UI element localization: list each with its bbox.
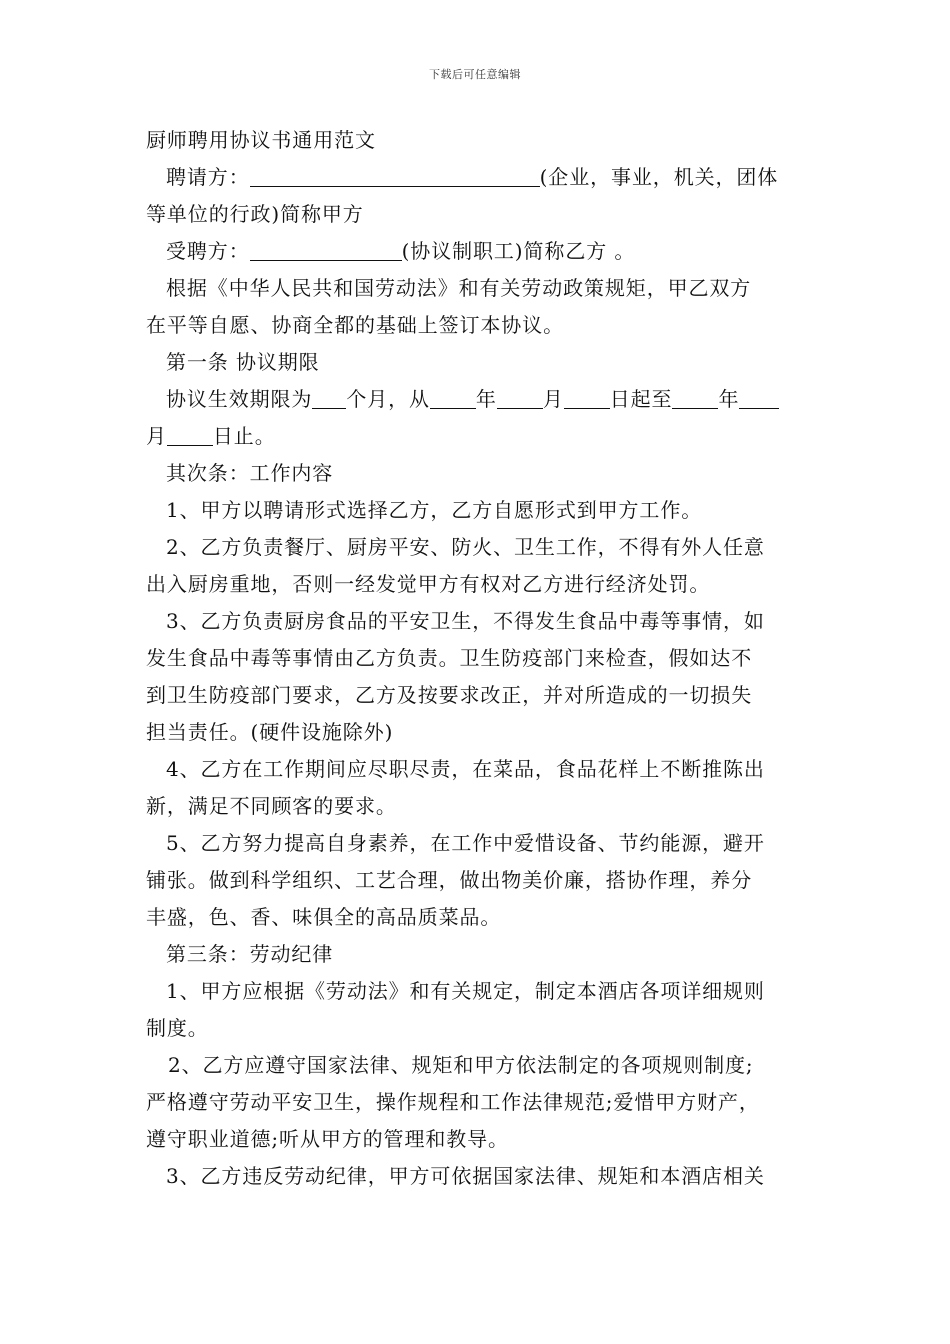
end-year-blank [672, 386, 718, 409]
employee-suffix: (协议制职工)简称乙方 。 [401, 239, 636, 263]
article-2-clause-2: 出入厨房重地，否则一经发觉甲方有权对乙方进行经济处罚。 [146, 572, 711, 596]
employer-suffix: (企业，事业，机关，团体 [539, 165, 779, 189]
article-2-clause-4: 4、乙方在工作期间应尽职尽责，在菜品，食品花样上不断推陈出 [166, 757, 765, 781]
term-text: 个月，从 [346, 387, 430, 411]
employer-label: 聘请方： [166, 165, 250, 189]
document-title: 厨师聘用协议书通用范文 [146, 128, 376, 152]
article-1-heading: 第一条 协议期限 [166, 350, 320, 374]
term-text: 日起至 [609, 387, 673, 411]
article-2-clause-3: 担当责任。(硬件设施除外) [146, 720, 394, 744]
article-3-clause-1: 制度。 [146, 1016, 209, 1040]
term-text: 日止。 [212, 424, 276, 448]
start-day-blank [564, 386, 610, 409]
document-body [146, 122, 810, 1195]
employer-line [146, 159, 810, 196]
article-2-clause-5: 5、乙方努力提高自身素养，在工作中爱惜设备、节约能源，避开 [166, 831, 765, 855]
article-2-clause-5: 丰盛，色、香、味俱全的高品质菜品。 [146, 905, 502, 929]
term-text: 年 [475, 387, 497, 411]
months-blank [312, 386, 346, 409]
term-text: 年 [718, 387, 740, 411]
article-2-clause-3: 到卫生防疫部门要求，乙方及按要求改正，并对所造成的一切损失 [146, 683, 753, 707]
article-3-clause-1: 1、甲方应根据《劳动法》和有关规定，制定本酒店各项详细规则 [166, 979, 765, 1003]
employer-blank [250, 164, 540, 187]
article-2-clause-3: 3、乙方负责厨房食品的平安卫生，不得发生食品中毒等事情，如 [166, 609, 765, 633]
end-month-blank [739, 386, 779, 409]
article-3-clause-3: 3、乙方违反劳动纪律，甲方可依据国家法律、规矩和本酒店相关 [166, 1164, 765, 1188]
employee-label: 受聘方： [166, 239, 250, 263]
preamble-line: 根据《中华人民共和国劳动法》和有关劳动政策规矩，甲乙双方 [166, 276, 752, 300]
article-3-clause-2: 2、乙方应遵守国家法律、规矩和甲方依法制定的各项规则制度; [168, 1053, 754, 1077]
start-year-blank [430, 386, 476, 409]
end-day-blank [167, 423, 213, 446]
article-2-heading: 其次条：工作内容 [166, 461, 334, 485]
article-3-clause-2: 遵守职业道德;听从甲方的管理和教导。 [146, 1127, 509, 1151]
term-text: 协议生效期限为 [166, 387, 313, 411]
article-2-clause-2: 2、乙方负责餐厅、厨房平安、防火、卫生工作，不得有外人任意 [166, 535, 765, 559]
article-2-clause-5: 铺张。做到科学组织、工艺合理，做出物美价廉，搭协作理，养分 [146, 868, 753, 892]
article-3-clause-2: 严格遵守劳动平安卫生，操作规程和工作法律规范;爱惜甲方财产， [146, 1090, 760, 1114]
article-3-heading: 第三条：劳动纪律 [166, 942, 334, 966]
article-2-clause-3: 发生食品中毒等事情由乙方负责。卫生防疫部门来检查，假如达不 [146, 646, 753, 670]
term-line [146, 381, 810, 418]
start-month-blank [497, 386, 543, 409]
preamble-line: 在平等自愿、协商全都的基础上签订本协议。 [146, 313, 564, 337]
employer-continuation: 等单位的行政)简称甲方 [146, 202, 364, 226]
term-text: 月 [542, 387, 564, 411]
employee-blank [250, 238, 402, 261]
article-2-clause-4: 新，满足不同顾客的要求。 [146, 794, 397, 818]
article-2-clause-1: 1、甲方以聘请形式选择乙方，乙方自愿形式到甲方工作。 [166, 498, 703, 522]
employee-line [146, 233, 810, 270]
page-header: 下载后可任意编辑 [429, 68, 521, 81]
term-line-continued [146, 418, 810, 455]
term-text: 月 [146, 424, 167, 448]
